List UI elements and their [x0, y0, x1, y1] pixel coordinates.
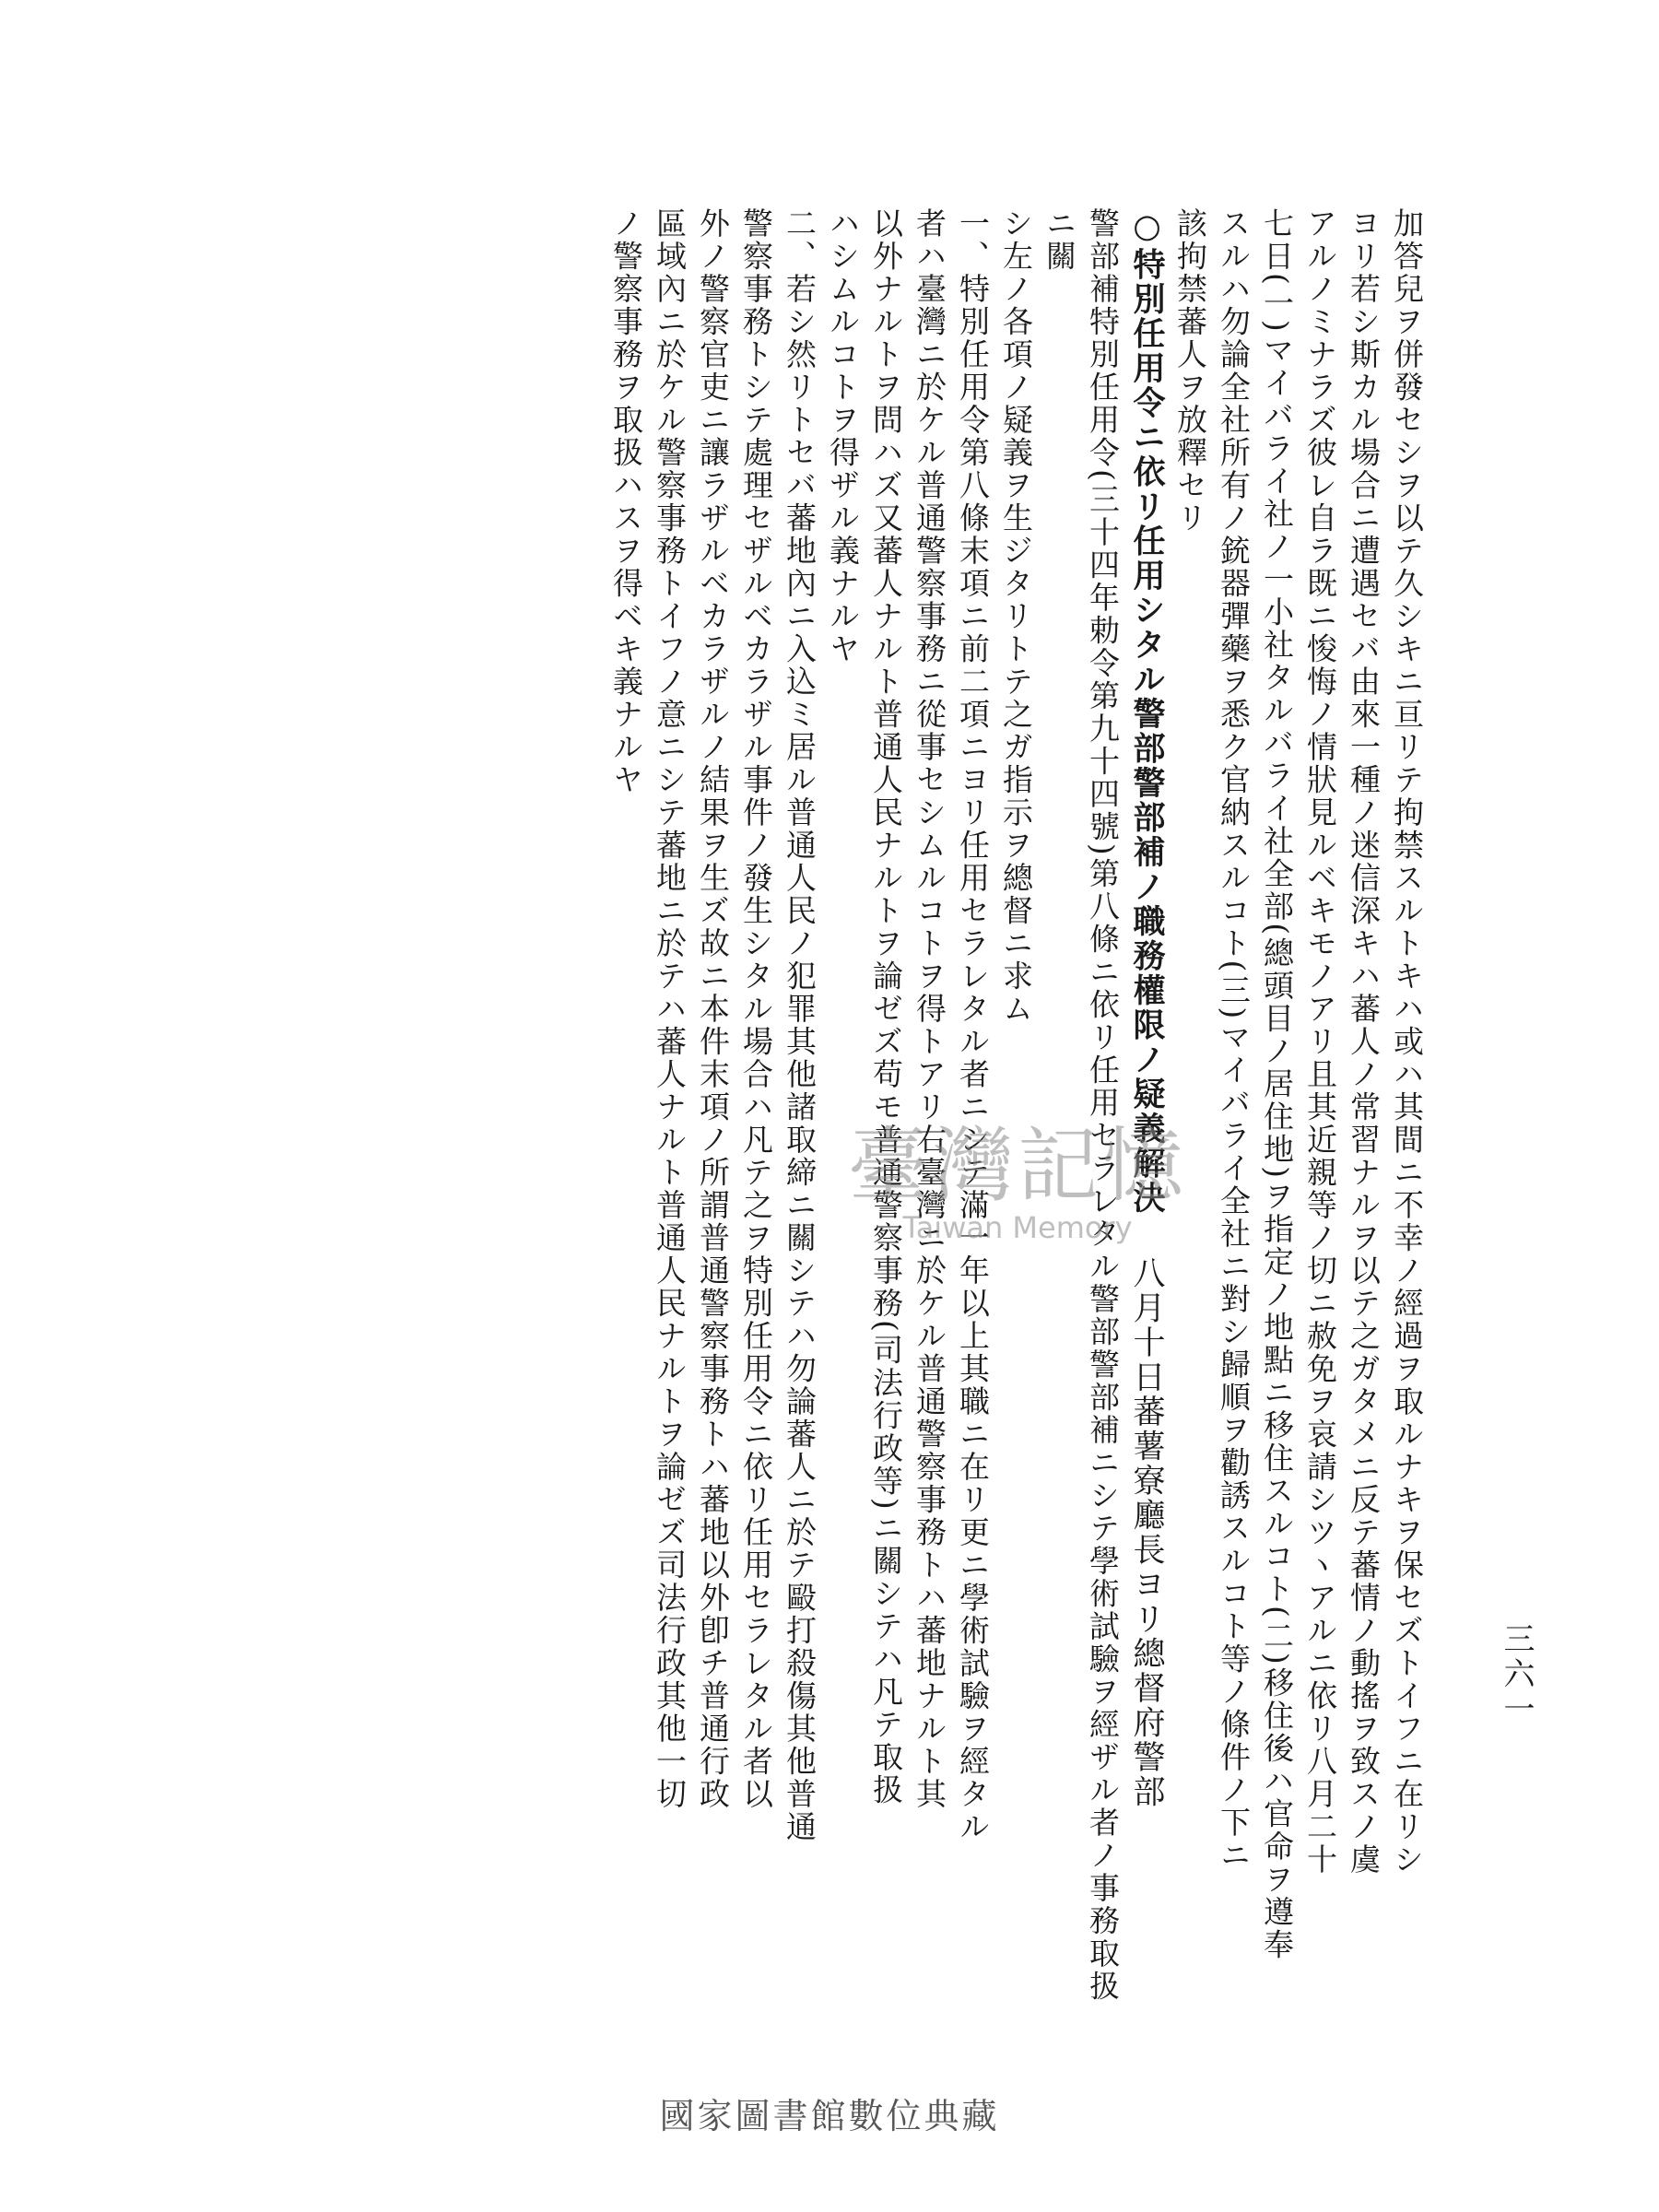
list-item: 者ハ臺灣ニ於ケル普通警察事務ニ從事セシムルコトヲ得トアリ右臺灣ニ於ケル普通警察事務トハ蕃地ナルト其 [912, 207, 947, 1811]
text-line: シ左ノ各項ノ疑義ヲ生ジタリトテ之ガ指示ヲ總督ニ求ム [998, 207, 1034, 1026]
list-item: 區域內ニ於ケル警察事務トイフノ意ニシテ蕃地ニ於テハ蕃人ナルト普通人民ナルトヲ論ゼズ司法行政其他一切 [652, 207, 688, 1811]
page-number: 三六一 [1498, 1622, 1535, 1727]
text-line: スルハ勿論全社所有ノ銃器彈藥ヲ悉ク官納スルコト(三)マイバライ全社ニ對シ歸順ヲ勸誘スルコト等ノ條件ノ下ニ [1216, 207, 1252, 1872]
watermark-title: 臺灣記憶 [848, 1118, 1188, 1213]
vertical-text-body [203, 207, 1429, 2014]
list-item: 一、特別任用令第八條末項ニ前二項ニヨリ任用セラレタル者ニシテ滿一年以上其職ニ在リ更ニ學術試驗ヲ經タル [955, 207, 991, 1843]
heading-title: ○特別任用令ニ依リ任用シタル警部警部補ノ職務權限ノ疑義解決 [1128, 207, 1166, 1216]
text-line: アルノミナラズ彼レ自ラ既ニ悛悔ノ情狀見ルベキモノアリ且其近親等ノ切ニ赦免ヲ哀請シツヽアルニ依リ八月二十 [1302, 207, 1338, 1877]
list-item: ノ警察事務ヲ取扱ハスヲ得ベキ義ナルヤ [608, 207, 644, 796]
watermark-logo [848, 1101, 1187, 1245]
list-item: ハシムルコトヲ得ザル義ナルヤ [825, 207, 861, 665]
heading-date: 八月十日蕃薯寮廳長ヨリ總督府警部 [1128, 1256, 1165, 1810]
list-item: 二、若シ然リトセバ蕃地內ニ入込ミ居ル普通人民ノ犯罪其他諸取締ニ關シテハ勿論蕃人ニ於テ毆打殺傷其他普通 [782, 207, 818, 1843]
list-item: 警察事務トシテ處理セザルベカラザル事件ノ發生シタル場合ハ凡テ之ヲ特別任用令ニ依リ任用セラレタル者以 [738, 207, 774, 1811]
text-line: 該拘禁蕃人ヲ放釋セリ [1172, 207, 1208, 535]
text-line: 加答兒ヲ併發セシヲ以テ久シキニ亘リテ拘禁スルトキハ或ハ其間ニ不幸ノ經過ヲ取ルナキヲ保セズトイフニ在リシ [1389, 207, 1425, 1877]
text-line: ヨリ若シ斯カル場合ニ遭遇セバ由來一種ノ迷信深キハ蕃人ノ常習ナルヲ以テ之ガタメニ反テ蕃情ノ動搖ヲ致スノ虞 [1346, 207, 1382, 1877]
footer-source: 國家圖書館數位典藏 [659, 2096, 1000, 2136]
text-line: 警部補特別任用令(三十四年勅令第九十四號)第八條ニ依リ任用セラレタル警部警部補ニシテ學術試驗ヲ經ザル者ノ事務取扱ニ關 [1041, 207, 1121, 2003]
watermark-subtitle: Taiwan Memory [902, 1210, 1133, 1245]
list-item: 以外ナルトヲ問ハズ又蕃人ナルト普通人民ナルトヲ論ゼズ苟モ普通警察事務(司法行政等)ニ關シテハ凡テ取扱 [868, 207, 904, 1806]
list-item: 外ノ警察官吏ニ讓ラザルベカラザルノ結果ヲ生ズ故ニ本件末項ノ所謂普通警察事務トハ蕃地以外卽チ普通行政 [695, 207, 731, 1811]
text-line: 七日(一)マイバライ社ノ一小社タルバライ社全部(總頭目ノ居住地)ヲ指定ノ地點ニ移住スルコト(二)移住後ハ官命ヲ遵奉 [1259, 207, 1295, 1961]
